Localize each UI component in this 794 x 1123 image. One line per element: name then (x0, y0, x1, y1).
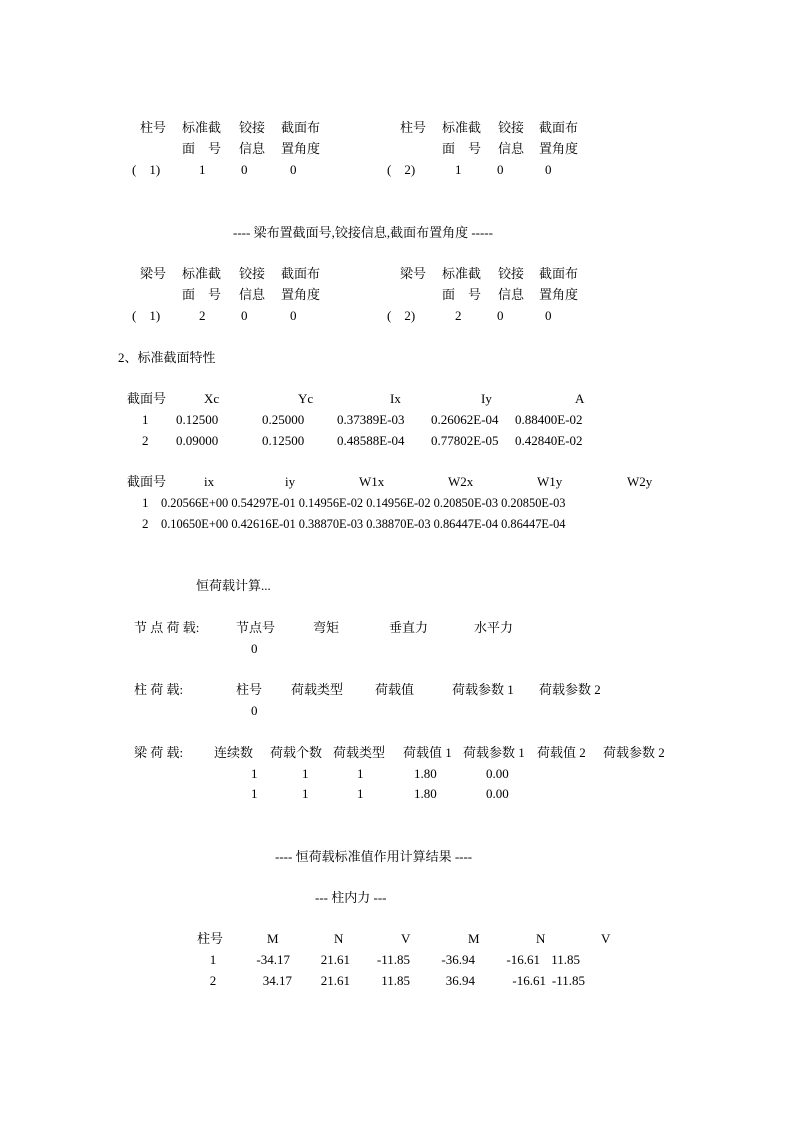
table1-cell: 0.42840E-02 (515, 433, 583, 448)
force-cell: 21.61 (320, 952, 350, 967)
table1-header: Ix (390, 391, 401, 406)
beam-load-cell: 1 (251, 766, 258, 781)
table1-cell: 0.88400E-02 (515, 412, 583, 427)
row-section: 1 (455, 162, 462, 177)
beam-load-header: 荷载值 1 (403, 745, 452, 760)
table2-cell: 1 (142, 495, 149, 510)
header-hinge-2: 信息 (498, 287, 525, 302)
table1-cell: 0.12500 (262, 433, 305, 448)
header-angle-2: 置角度 (281, 287, 321, 302)
force-header: M (468, 931, 480, 946)
header-angle: 截面布 (539, 266, 579, 281)
beam-load-header: 荷载个数 (270, 745, 323, 760)
dead-load-title: 恒荷载计算... (196, 578, 271, 593)
table1-header: Yc (298, 391, 314, 406)
header-std-section-2: 面 号 (182, 287, 222, 302)
header-col-no: 柱号 (400, 120, 427, 135)
beam-load-label: 梁 荷 载: (134, 745, 184, 760)
header-angle: 截面布 (281, 120, 321, 135)
row-hinge: 0 (241, 308, 248, 323)
header-hinge: 铰接 (239, 120, 266, 135)
force-cell: 11.85 (551, 952, 580, 967)
beam-load-cell: 1.80 (414, 786, 437, 801)
header-hinge-2: 信息 (239, 141, 266, 156)
header-hinge-2: 信息 (498, 141, 525, 156)
header-col-no: 柱号 (140, 120, 167, 135)
table2-header: iy (285, 474, 296, 489)
force-cell: 36.94 (445, 973, 475, 988)
table2-header: 截面号 (127, 474, 167, 489)
row-id: ( 1) (132, 308, 161, 323)
row-section: 1 (199, 162, 206, 177)
col-load-header: 柱号 (236, 682, 263, 697)
std-section-title: 2、标准截面特性 (118, 350, 216, 365)
row-hinge: 0 (241, 162, 248, 177)
force-cell: 1 (209, 952, 217, 967)
beam-load-header: 荷载参数 1 (463, 745, 525, 760)
beam-load-header: 荷载值 2 (537, 745, 586, 760)
table2-cell: 0.20566E+00 0.54297E-01 0.14956E-02 0.14956E-02 0.20850E-03 0.20850E-03 (161, 496, 566, 510)
table1-cell: 0.77802E-05 (431, 433, 499, 448)
force-cell: -16.61 (506, 952, 540, 967)
header-beam-no: 梁号 (140, 266, 167, 281)
header-angle-2: 置角度 (281, 141, 321, 156)
force-cell: 34.17 (262, 973, 292, 988)
row-hinge: 0 (497, 308, 504, 323)
force-header: V (601, 931, 611, 946)
node-load-header: 垂直力 (389, 620, 429, 635)
table1-cell: 1 (142, 412, 149, 427)
beam-load-cell: 0.00 (486, 786, 509, 801)
header-std-section-2: 面 号 (442, 141, 482, 156)
row-angle: 0 (290, 162, 297, 177)
row-section: 2 (199, 308, 206, 323)
force-header: M (267, 931, 279, 946)
header-beam-no: 梁号 (400, 266, 427, 281)
row-angle: 0 (545, 162, 552, 177)
force-cell: -36.94 (441, 952, 475, 967)
force-header: N (334, 931, 344, 946)
node-load-label: 节 点 荷 载: (134, 620, 200, 635)
header-angle: 截面布 (281, 266, 321, 281)
header-std-section: 标准截 (442, 266, 482, 281)
table2-header: ix (204, 474, 215, 489)
node-load-header: 水平力 (474, 620, 514, 635)
force-cell: -34.17 (256, 952, 290, 967)
table2-header: W2x (448, 474, 474, 489)
row-angle: 0 (290, 308, 297, 323)
col-load-value: 0 (251, 703, 258, 718)
beam-load-cell: 1.80 (414, 766, 437, 781)
header-hinge: 铰接 (498, 120, 525, 135)
header-hinge: 铰接 (239, 266, 266, 281)
header-hinge-2: 信息 (239, 287, 266, 302)
table1-cell: 0.37389E-03 (337, 412, 405, 427)
table1-header: A (575, 391, 585, 406)
table1-cell: 0.48588E-04 (337, 433, 405, 448)
beam-load-cell: 1 (251, 786, 258, 801)
beam-load-cell: 1 (357, 786, 364, 801)
beam-section-title: ---- 梁布置截面号,铰接信息,截面布置角度 ----- (233, 225, 493, 240)
table1-cell: 0.12500 (176, 412, 219, 427)
beam-load-header: 连续数 (214, 745, 254, 760)
force-cell: -11.85 (551, 973, 585, 988)
table2-cell: 2 (142, 516, 149, 531)
header-angle: 截面布 (539, 120, 579, 135)
result-title: ---- 恒荷载标准值作用计算结果 ---- (275, 849, 473, 864)
beam-load-cell: 0.00 (486, 766, 509, 781)
table1-cell: 2 (142, 433, 149, 448)
table1-cell: 0.26062E-04 (431, 412, 499, 427)
col-load-header: 荷载类型 (291, 682, 344, 697)
force-cell: 21.61 (320, 973, 350, 988)
force-cell: -16.61 (512, 973, 546, 988)
table2-header: W1x (359, 474, 385, 489)
table2-header: W2y (627, 474, 653, 489)
node-load-value: 0 (251, 641, 258, 656)
table2-cell: 0.10650E+00 0.42616E-01 0.38870E-03 0.38870E-03 0.86447E-04 0.86447E-04 (161, 517, 566, 531)
col-load-label: 柱 荷 载: (134, 682, 184, 697)
result-subtitle: --- 柱内力 --- (315, 890, 387, 905)
col-load-header: 荷载参数 2 (539, 682, 601, 697)
node-load-header: 节点号 (236, 620, 276, 635)
header-angle-2: 置角度 (539, 141, 579, 156)
beam-load-header: 荷载参数 2 (603, 745, 665, 760)
force-cell: 2 (209, 973, 217, 988)
beam-load-cell: 1 (302, 786, 309, 801)
beam-load-cell: 1 (302, 766, 309, 781)
force-header: V (401, 931, 411, 946)
header-std-section-2: 面 号 (182, 141, 222, 156)
header-std-section: 标准截 (182, 120, 222, 135)
force-cell: -11.85 (376, 952, 410, 967)
force-cell: 11.85 (381, 973, 410, 988)
header-std-section: 标准截 (182, 266, 222, 281)
beam-load-header: 荷载类型 (333, 745, 386, 760)
beam-load-cell: 1 (357, 766, 364, 781)
force-header: 柱号 (197, 931, 224, 946)
row-id: ( 2) (387, 162, 416, 177)
row-angle: 0 (545, 308, 552, 323)
header-std-section-2: 面 号 (442, 287, 482, 302)
row-section: 2 (455, 308, 462, 323)
table1-header: 截面号 (127, 391, 167, 406)
table1-header: Iy (481, 391, 492, 406)
header-std-section: 标准截 (442, 120, 482, 135)
table1-header: Xc (204, 391, 220, 406)
table2-header: W1y (537, 474, 563, 489)
col-load-header: 荷载值 (375, 682, 415, 697)
node-load-header: 弯矩 (313, 620, 340, 635)
table1-cell: 0.09000 (176, 433, 219, 448)
force-header: N (536, 931, 546, 946)
row-id: ( 2) (387, 308, 416, 323)
header-angle-2: 置角度 (539, 287, 579, 302)
col-load-header: 荷载参数 1 (452, 682, 514, 697)
row-id: ( 1) (132, 162, 161, 177)
row-hinge: 0 (497, 162, 504, 177)
table1-cell: 0.25000 (262, 412, 305, 427)
header-hinge: 铰接 (498, 266, 525, 281)
